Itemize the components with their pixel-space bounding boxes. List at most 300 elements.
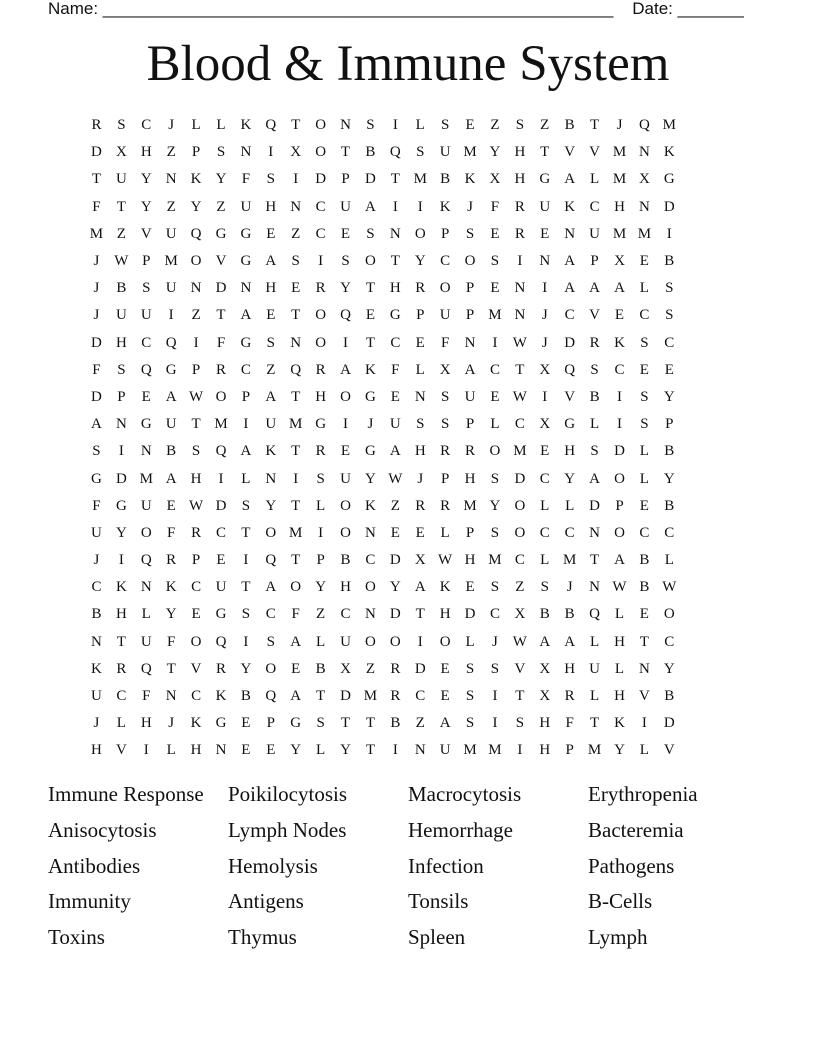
grid-row [84,330,732,357]
grid-letter: U [389,416,401,433]
grid-letter: O [340,524,351,541]
grid-letter: G [564,416,576,433]
grid-letter: D [464,606,476,623]
grid-letter: L [639,443,649,460]
grid-letter: Z [216,198,226,215]
grid-letter: O [489,443,501,460]
grid-letter: J [93,280,100,297]
grid-letter: K [190,171,202,188]
grid-letter: F [490,198,500,215]
grid-letter: A [290,633,302,650]
grid-letter: Z [365,660,375,677]
grid-letter: S [490,660,500,677]
grid-letter: C [91,579,102,596]
grid-letter: Y [389,579,401,596]
grid-letter: Q [140,361,152,378]
grid-letter: P [465,307,475,324]
grid-letter: N [265,470,277,487]
grid-letter: D [663,198,675,215]
grid-letter: Q [389,144,401,161]
grid-letter: S [665,307,674,324]
grid-letter: H [464,552,476,569]
grid-letter: J [541,307,548,324]
grid-letter: M [488,307,502,324]
grid-letter: I [243,416,249,433]
grid-letter: D [315,171,327,188]
grid-letter: K [564,198,576,215]
grid-letter: I [666,225,672,242]
grid-letter: H [265,280,277,297]
grid-letter: P [590,253,599,270]
grid-letter: O [439,280,451,297]
grid-letter: K [165,579,177,596]
grid-letter: G [663,171,675,188]
grid-letter: E [365,307,375,324]
grid-letter: G [539,171,551,188]
grid-letter: T [291,443,301,460]
grid-letter: L [589,633,600,650]
grid-letter: I [168,307,174,324]
grid-letter: I [517,253,523,270]
grid-letter: H [190,742,202,759]
grid-letter: K [240,117,252,134]
grid-letter: S [540,579,549,596]
grid-letter: T [291,117,301,134]
grid-letter: O [340,388,351,405]
grid-letter: S [366,225,375,242]
grid-letter: C [489,606,500,623]
grid-letter: M [662,117,676,134]
word-list-item: Hemorrhage [408,817,513,842]
grid-letter: E [490,280,500,297]
grid-letter: P [565,742,574,759]
grid-letter: S [490,579,500,596]
grid-letter: I [542,280,548,297]
grid-letter: L [166,742,176,759]
grid-letter: K [91,660,102,677]
grid-letter: C [639,307,650,324]
grid-letter: N [564,225,576,242]
grid-letter: I [243,633,249,650]
grid-letter: S [465,660,475,677]
grid-letter: R [440,443,451,460]
grid-letter: J [93,552,100,569]
grid-letter: H [614,688,625,705]
grid-letter: U [215,579,227,596]
grid-letter: W [438,552,453,569]
grid-letter: J [93,715,100,732]
grid-letter: P [341,171,350,188]
grid-letter: M [488,742,502,759]
grid-letter: I [492,688,498,705]
grid-letter: S [640,334,649,351]
grid-letter: U [439,307,451,324]
grid-letter: O [315,307,327,324]
grid-letter: I [318,524,324,541]
grid-letter: Q [290,361,302,378]
grid-letter: O [514,497,526,514]
grid-letter: M [289,524,303,541]
grid-letter: O [365,633,376,650]
grid-letter: O [265,660,277,677]
grid-letter: U [165,280,177,297]
word-list-item: Immune Response [48,782,204,806]
grid-letter: O [365,253,376,270]
grid-letter: Z [266,361,276,378]
grid-letter: E [639,361,649,378]
grid-letter: Y [663,388,675,405]
grid-letter: A [240,307,252,324]
grid-letter: Z [316,606,326,623]
grid-letter: G [165,361,177,378]
grid-letter: U [464,388,476,405]
grid-letter: L [589,171,600,188]
grid-letter: W [662,579,677,596]
grid-letter: R [465,443,476,460]
grid-letter: L [116,715,126,732]
grid-letter: I [417,633,423,650]
grid-letter: A [265,253,277,270]
grid-letter: E [216,552,226,569]
grid-letter: V [564,388,576,405]
word-list-item: Spleen [408,925,466,950]
grid-letter: A [165,470,177,487]
grid-letter: Y [140,171,152,188]
grid-letter: E [465,579,475,596]
grid-letter: N [414,388,426,405]
grid-letter: T [316,688,326,705]
grid-letter: A [539,633,551,650]
grid-letter: J [93,253,100,270]
grid-letter: I [318,253,324,270]
grid-letter: B [116,280,127,297]
grid-letter: K [265,443,277,460]
grid-letter: V [115,742,127,759]
grid-row [84,465,732,492]
grid-letter: D [215,497,227,514]
grid-letter: E [266,225,276,242]
grid-letter: T [365,280,375,297]
grid-letter: Q [265,688,277,705]
grid-letter: B [240,688,251,705]
grid-letter: F [92,198,101,215]
grid-letter: C [365,552,376,569]
grid-letter: E [440,688,450,705]
grid-letter: A [265,388,277,405]
grid-letter: O [389,633,401,650]
grid-letter: J [616,117,623,134]
grid-letter: R [514,225,525,242]
grid-letter: B [315,660,326,677]
grid-letter: Y [414,253,426,270]
grid-letter: J [566,579,573,596]
grid-letter: U [539,198,551,215]
grid-letter: A [340,361,351,378]
grid-letter: Y [365,470,376,487]
grid-letter: G [140,416,152,433]
grid-letter: N [514,307,526,324]
grid-letter: R [191,524,202,541]
grid-letter: O [315,334,327,351]
grid-letter: U [589,660,600,677]
grid-letter: K [115,579,127,596]
grid-letter: I [293,171,299,188]
grid-letter: U [340,633,351,650]
grid-letter: O [190,633,202,650]
grid-letter: N [91,633,102,650]
grid-letter: E [415,334,425,351]
grid-letter: I [118,552,124,569]
grid-letter: K [439,198,451,215]
grid-letter: E [639,497,649,514]
grid-letter: C [240,361,251,378]
grid-letter: D [589,497,600,514]
grid-letter: F [391,361,400,378]
grid-letter: M [612,144,627,161]
word-list-item: Toxins [48,925,105,950]
word-list-item: Lymph Nodes [228,817,347,842]
grid-letter: X [539,416,551,433]
grid-letter: L [191,117,201,134]
grid-letter: X [539,688,551,705]
grid-letter: Q [140,660,152,677]
grid-letter: B [91,606,102,623]
word-list-item: Thymus [228,925,297,950]
grid-letter: R [116,660,127,677]
grid-letter: U [439,144,451,161]
grid-letter: E [266,742,276,759]
grid-letter: S [465,688,475,705]
grid-letter: F [142,688,151,705]
word-list-item: Hemolysis [228,853,318,878]
grid-letter: C [390,334,401,351]
grid-letter: R [514,198,525,215]
grid-letter: S [490,253,500,270]
grid-letter: A [564,280,576,297]
grid-letter: G [315,416,327,433]
grid-letter: H [115,606,127,623]
grid-letter: Y [115,524,127,541]
grid-letter: X [539,361,551,378]
grid-letter: C [564,524,575,541]
grid-letter: H [539,715,551,732]
grid-letter: R [91,117,102,134]
grid-letter: C [315,198,326,215]
grid-letter: B [639,552,650,569]
grid-row [84,493,732,520]
grid-letter: J [93,307,100,324]
grid-letter: K [190,715,202,732]
grid-letter: M [637,225,652,242]
grid-letter: L [614,606,625,623]
grid-letter: C [539,470,550,487]
grid-letter: Y [340,280,351,297]
name-date-line: Name: ______________________________________________________ Date: _______ [48,0,744,18]
grid-letter: V [514,660,526,677]
grid-letter: L [316,497,326,514]
grid-letter: Q [340,307,351,324]
grid-letter: D [614,443,625,460]
grid-letter: U [589,225,600,242]
grid-letter: X [439,361,451,378]
word-list-item: Immunity [48,889,131,914]
grid-letter: E [440,660,450,677]
grid-letter: L [216,117,226,134]
grid-letter: B [664,443,675,460]
grid-letter: Z [191,307,201,324]
word-list-item: Macrocytosis [408,782,522,806]
grid-letter: K [365,497,376,514]
grid-letter: S [241,497,251,514]
grid-letter: U [91,688,102,705]
grid-letter: T [589,117,600,134]
grid-letter: I [118,443,124,460]
grid-letter: N [140,443,152,460]
grid-letter: T [515,361,525,378]
grid-letter: X [489,171,501,188]
grid-letter: E [664,361,674,378]
grid-letter: M [463,742,477,759]
grid-letter: B [166,443,177,460]
grid-row [84,629,732,656]
grid-letter: Q [140,552,152,569]
grid-letter: N [290,198,302,215]
grid-row [84,683,732,710]
grid-letter: U [439,742,451,759]
grid-letter: I [218,470,224,487]
grid-letter: I [293,470,299,487]
grid-letter: B [340,552,351,569]
grid-letter: C [539,524,550,541]
word-list-item: Lymph [588,925,648,950]
grid-letter: Q [165,334,177,351]
word-list-item: Anisocytosis [48,817,157,842]
grid-letter: A [564,253,576,270]
grid-letter: P [191,144,201,161]
grid-letter: T [291,497,301,514]
grid-letter: S [590,443,599,460]
word-list [48,779,768,958]
grid-letter: Y [165,606,177,623]
grid-letter: E [540,225,550,242]
grid-letter: R [315,280,326,297]
grid-letter: L [465,633,475,650]
grid-letter: I [641,715,647,732]
grid-letter: D [663,715,675,732]
grid-letter: T [415,606,425,623]
grid-letter: A [564,171,576,188]
grid-letter: J [492,633,498,650]
grid-letter: L [490,416,500,433]
grid-letter: Q [638,117,650,134]
grid-letter: O [190,253,202,270]
word-list-item: Antigens [228,889,304,914]
grid-letter: A [614,552,625,569]
grid-letter: C [141,334,152,351]
grid-letter: O [439,633,451,650]
grid-letter: E [490,225,500,242]
grid-row [84,357,732,384]
grid-letter: D [115,470,127,487]
grid-letter: N [589,579,600,596]
grid-letter: H [115,334,127,351]
grid-letter: U [140,307,152,324]
grid-letter: S [590,361,599,378]
grid-letter: L [540,552,550,569]
grid-letter: Z [166,198,176,215]
grid-letter: W [188,497,204,514]
grid-letter: B [589,388,600,405]
grid-letter: D [91,334,102,351]
grid-letter: M [139,470,153,487]
grid-letter: S [640,416,649,433]
grid-letter: G [91,470,102,487]
grid-letter: H [91,742,102,759]
grid-letter: J [168,715,175,732]
grid-letter: E [291,280,301,297]
grid-letter: A [589,470,600,487]
grid-letter: W [188,388,204,405]
grid-letter: G [215,225,227,242]
grid-letter: T [340,144,351,161]
grid-letter: I [392,198,398,215]
grid-letter: K [614,715,625,732]
grid-row [84,411,732,438]
grid-letter: I [417,198,423,215]
grid-letter: G [290,715,302,732]
grid-letter: N [365,524,376,541]
grid-letter: I [616,416,622,433]
grid-letter: A [365,198,376,215]
grid-letter: L [316,633,326,650]
grid-letter: Z [415,715,425,732]
grid-letter: D [564,334,576,351]
grid-letter: A [265,579,277,596]
grid-letter: C [489,361,500,378]
grid-letter: T [340,715,351,732]
grid-letter: Z [166,144,176,161]
grid-letter: N [464,334,476,351]
grid-letter: I [343,416,349,433]
grid-letter: P [191,552,201,569]
grid-letter: N [539,253,551,270]
grid-letter: H [140,144,152,161]
grid-letter: S [440,416,450,433]
grid-letter: O [140,524,152,541]
word-list-item: Infection [408,853,484,878]
grid-letter: Y [315,579,327,596]
grid-letter: B [664,497,675,514]
grid-letter: U [165,416,177,433]
grid-letter: P [440,225,450,242]
grid-letter: H [414,443,426,460]
grid-letter: S [515,715,525,732]
grid-letter: B [440,171,451,188]
grid-letter: B [664,688,675,705]
grid-letter: C [639,524,650,541]
grid-letter: X [638,171,650,188]
grid-letter: P [440,470,450,487]
grid-letter: U [140,497,152,514]
grid-letter: Z [490,117,500,134]
grid-letter: M [612,225,627,242]
grid-letter: N [414,742,426,759]
grid-letter: A [91,416,102,433]
grid-letter: H [564,443,576,460]
grid-letter: U [115,171,127,188]
grid-letter: E [639,253,649,270]
grid-letter: A [564,633,576,650]
